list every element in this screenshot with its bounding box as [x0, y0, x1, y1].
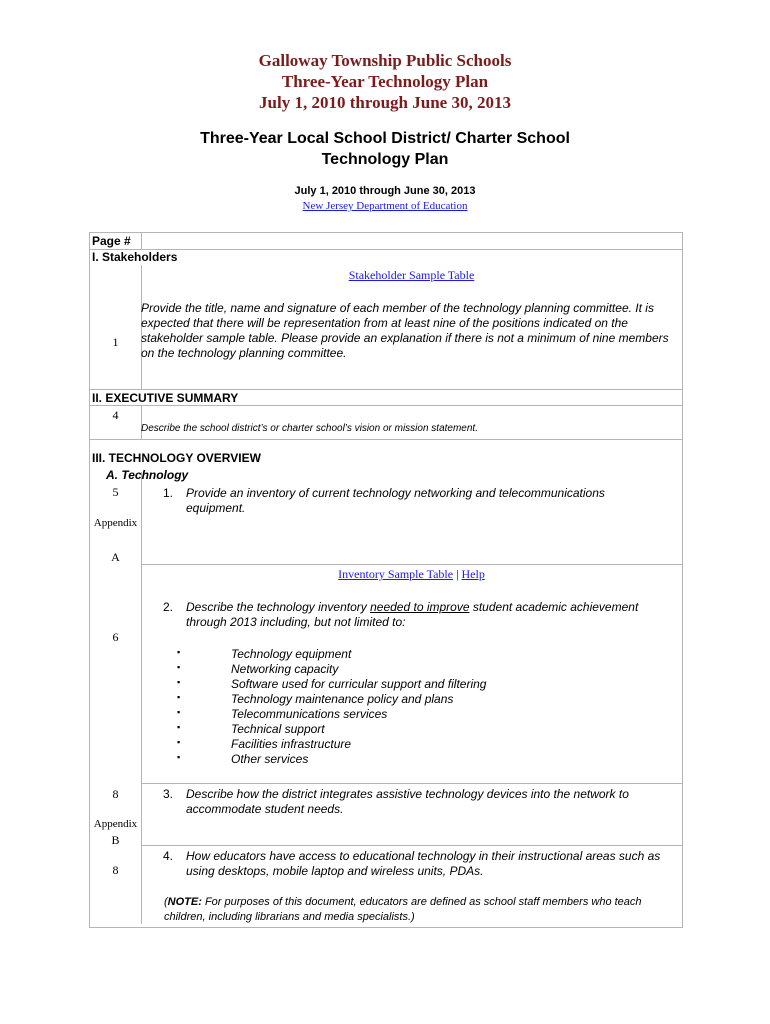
item1-text: Provide an inventory of current technology networking and telecommunications equipment. [186, 486, 605, 515]
item1-appendix-letter: A [111, 550, 120, 564]
list-item: ▪ Technology equipment [177, 647, 352, 661]
bullet-icon: ▪ [177, 692, 181, 702]
item1-page: 5 [112, 485, 119, 499]
list-item: ▪ Technical support [177, 722, 325, 736]
item2-page: 6 [112, 630, 119, 644]
item2-number: 2. [163, 600, 174, 614]
subtitle-line-1: Three-Year Local School District/ Charter School [200, 130, 570, 147]
plan-dates: July 1, 2010 through June 30, 2013 [259, 93, 511, 112]
bullet-icon: ▪ [177, 647, 181, 657]
stakeholders-instructions: Provide the title, name and signature of each member of the technology planning committee. It is expected that there will be representation from at least nine of the positions indicated on the stakeholder sample table. Please provide an explanation if there is not a minimum of nine members on the technology planning committee. [141, 301, 669, 360]
item3-appendix: Appendix [93, 818, 138, 830]
bullet-icon: ▪ [177, 752, 181, 762]
page-number-header: Page # [92, 234, 131, 248]
list-item: ▪ Facilities infrastructure [177, 737, 352, 751]
inventory-bullet-list [177, 647, 651, 767]
list-item: ▪ Other services [177, 752, 309, 766]
subtitle-line-2: Technology Plan [321, 151, 449, 168]
plan-outline-table [89, 232, 683, 928]
item3-text: Describe how the district integrates assistive technology devices into the network to accommodate student needs. [186, 787, 629, 816]
item1-appendix: Appendix [93, 517, 138, 529]
executive-summary-page: 4 [112, 408, 119, 422]
stakeholder-sample-table-link[interactable]: Stakeholder Sample Table [348, 268, 475, 282]
item3-number: 3. [163, 787, 174, 801]
list-item: ▪ Technology maintenance policy and plans [177, 692, 454, 706]
link-separator: | [456, 567, 459, 581]
executive-summary-instructions: Describe the school district’s or charter school’s vision or mission statement. [141, 423, 478, 434]
item2-text: Describe the technology inventory needed to improve student academic achievement through 2013 including, but not limited to: [186, 600, 639, 629]
bullet-icon: ▪ [177, 737, 181, 747]
item3-appendix-letter: B [111, 833, 120, 847]
district-name: Galloway Township Public Schools [258, 51, 512, 70]
technology-subheading: A. Technology [106, 468, 189, 482]
bullet-icon: ▪ [177, 677, 181, 687]
bullet-icon: ▪ [177, 662, 181, 672]
stakeholders-heading: I. Stakeholders [92, 250, 178, 264]
item1-number: 1. [163, 486, 174, 500]
list-item: ▪ Software used for curricular support and filtering [177, 677, 487, 691]
bullet-icon: ▪ [177, 707, 181, 717]
bullet-icon: ▪ [177, 722, 181, 732]
item4-text: How educators have access to educational technology in their instructional areas such as using desktops, mobile laptop and wireless units, PDAs. [186, 849, 661, 878]
inventory-sample-table-link[interactable]: Inventory Sample Table [338, 567, 454, 581]
item4-number: 4. [163, 849, 174, 863]
item3-page: 8 [112, 787, 119, 801]
item2-emphasis: needed to improve [370, 600, 470, 614]
plan-title: Three-Year Technology Plan [281, 72, 489, 91]
executive-summary-heading: II. EXECUTIVE SUMMARY [92, 391, 239, 405]
list-item: ▪ Telecommunications services [177, 707, 388, 721]
subtitle-dates: July 1, 2010 through June 30, 2013 [294, 185, 476, 197]
help-link[interactable]: Help [461, 567, 485, 581]
item4-page: 8 [112, 863, 119, 877]
technology-overview-heading: III. TECHNOLOGY OVERVIEW [92, 451, 261, 465]
stakeholders-page: 1 [112, 335, 119, 349]
list-item: ▪ Networking capacity [177, 662, 339, 676]
educator-definition-note: (NOTE: For purposes of this document, educators are defined as school staff members who teach children, including librarians and media specialists.) [164, 896, 642, 923]
department-link[interactable]: New Jersey Department of Education [302, 200, 468, 212]
